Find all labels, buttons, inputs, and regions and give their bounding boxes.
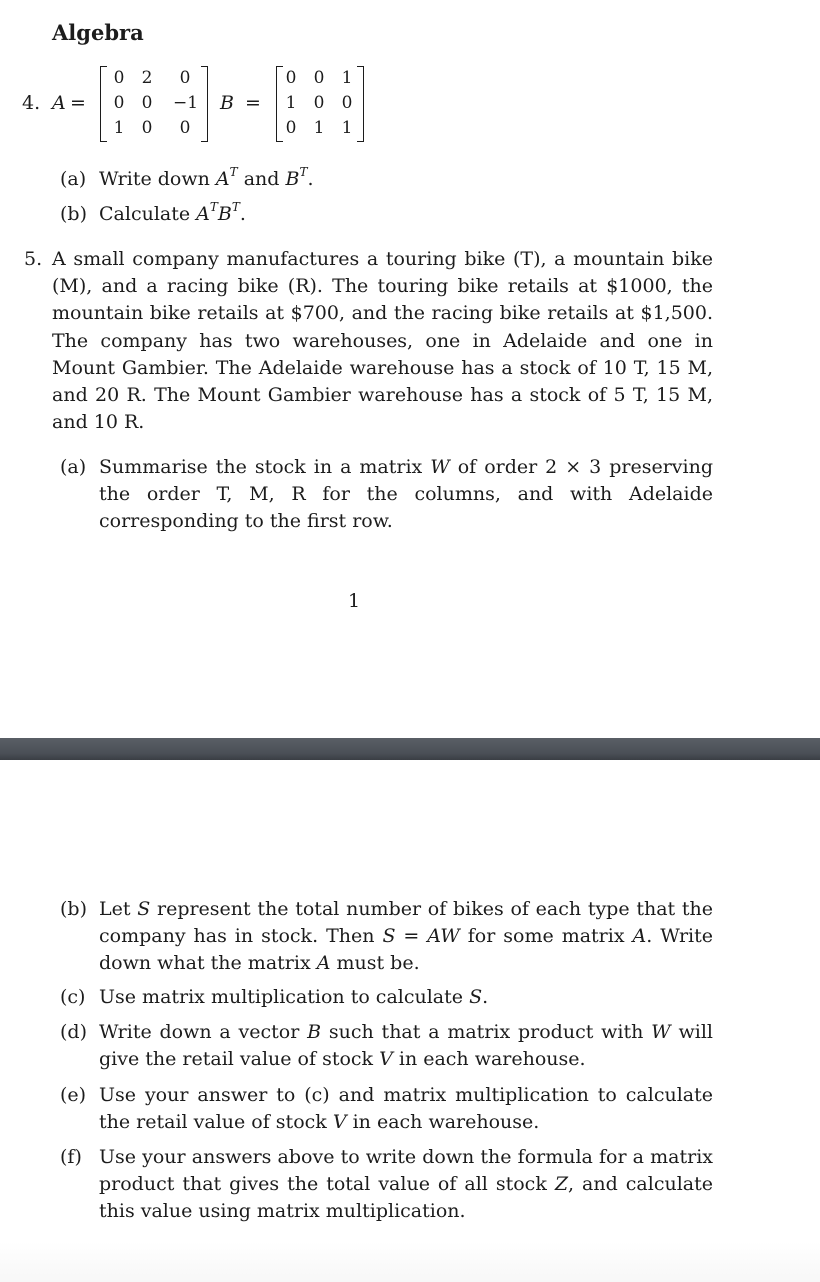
left-bracket	[100, 66, 107, 142]
matrix-cell: 0	[141, 93, 153, 113]
matrix-cell: 0	[313, 68, 325, 88]
matrix-cell: 1	[113, 118, 125, 138]
matrix-cell: −1	[173, 93, 199, 113]
q5e-text: Use your answer to (c) and matrix multiplication to calculate the retail value of stock V in each warehouse.	[99, 1084, 713, 1134]
q5-number: 5.	[24, 248, 43, 270]
q5d-label: (d)	[60, 1021, 87, 1043]
matrix-cell: 1	[341, 118, 353, 138]
matrix-cell: 0	[285, 68, 297, 88]
equals-sign: =	[70, 92, 86, 114]
q4a-label: (a)	[60, 168, 87, 190]
right-bracket	[201, 66, 208, 142]
q4-number: 4.	[22, 92, 41, 114]
q5a-label: (a)	[60, 456, 87, 478]
q5c-label: (c)	[60, 986, 86, 1008]
matrix-b-label: B	[220, 92, 234, 114]
matrix-cell: 0	[313, 93, 325, 113]
q5f-text: Use your answers above to write down the formula for a matrix product that gives the total value of all stock Z, and calculate this value using matrix multiplication.	[99, 1146, 713, 1223]
q5c-text: Use matrix multiplication to calculate S.	[99, 986, 489, 1008]
q4b-text: Calculate $A^TB^T$.	[99, 200, 246, 225]
section-heading: Algebra	[52, 20, 144, 45]
equals-sign: =	[245, 92, 261, 114]
matrix-cell: 0	[179, 68, 191, 88]
page-number: 1	[347, 590, 361, 612]
matrix-cell: 0	[341, 93, 353, 113]
matrix-a-label: A	[52, 92, 66, 114]
matrix-cell: 1	[341, 68, 353, 88]
q4a-text: Write down $A^T$ and $B^T$.	[99, 165, 314, 190]
q5f-label: (f)	[60, 1146, 82, 1168]
matrix-cell: 0	[179, 118, 191, 138]
page-2	[0, 760, 820, 1282]
matrix-a	[100, 66, 208, 142]
matrix-cell: 0	[285, 118, 297, 138]
q5a-text: Summarise the stock in a matrix W of order 2 × 3 preserving the order T, M, R for the columns, and with Adelaide corresponding to the first row.	[99, 456, 713, 533]
matrix-cell: 0	[141, 118, 153, 138]
matrix-cell: 1	[313, 118, 325, 138]
matrix-cell: 2	[141, 68, 153, 88]
q5b-text: Let S represent the total number of bikes of each type that the company has in stock. Then S = AW for some matrix A. Write down what the matrix A must be.	[99, 898, 713, 975]
q5b-label: (b)	[60, 898, 87, 920]
q5e-label: (e)	[60, 1084, 87, 1106]
q5d-text: Write down a vector B such that a matrix product with W will give the retail value of stock V in each warehouse.	[99, 1021, 713, 1071]
q5-text: 5. A small company manufactures a touring bike (T), a mountain bike (M), and a racing bike (R). The touring bike retails at $1000, the mountain bike retails at $700, and the racing bike retails at $1,500. The company has two warehouses, one in Adelaide and one in Mount Gambier. The Adelaide warehouse has a stock of 10 T, 15 M, and 20 R. The Mount Gambier warehouse has a stock of 5 T, 15 M, and 10 R.	[24, 248, 713, 434]
matrix-b	[276, 66, 364, 142]
q4b-label: (b)	[60, 203, 87, 225]
matrix-cell: 0	[113, 68, 125, 88]
page-separator	[0, 738, 820, 760]
matrix-cell: 0	[113, 93, 125, 113]
matrix-cell: 1	[285, 93, 297, 113]
